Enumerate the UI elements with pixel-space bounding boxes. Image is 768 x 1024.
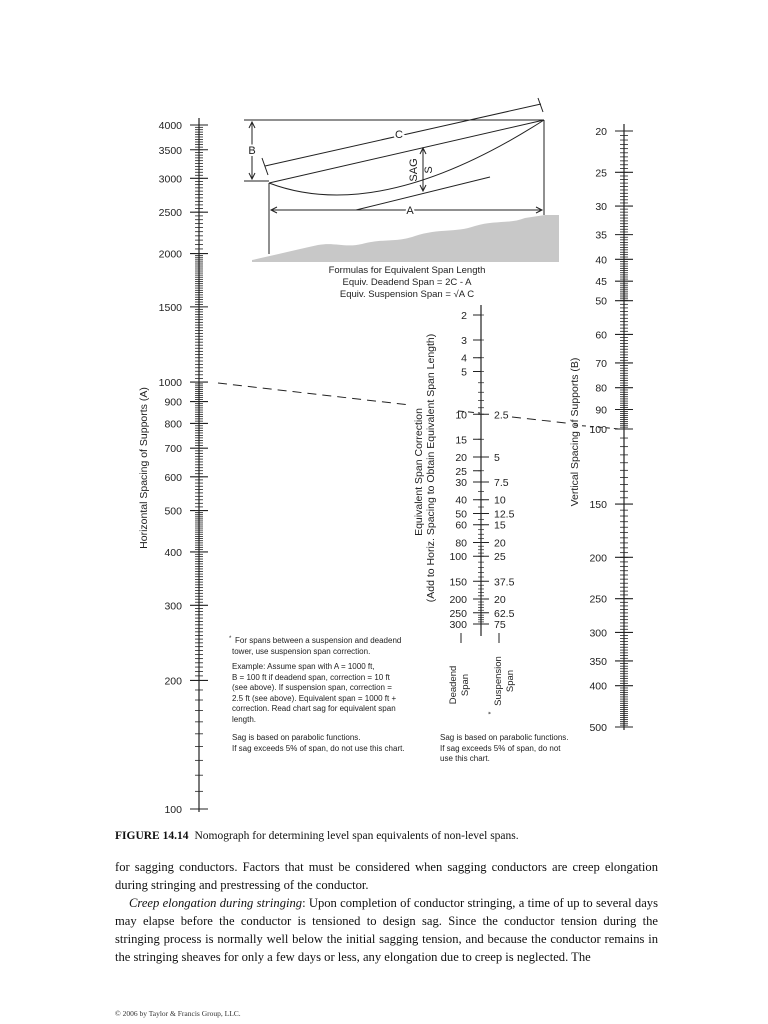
right-tick-label: 20	[595, 126, 607, 138]
left-tick-label: 2500	[158, 207, 182, 220]
deadend-tick-label: 100	[449, 551, 467, 564]
deadend-tick-label: 4	[461, 352, 467, 365]
left-tick-label: 100	[164, 804, 182, 816]
right-tick-label: 50	[595, 295, 607, 308]
note-line	[232, 725, 432, 733]
left-tick-label: 900	[164, 396, 182, 409]
left-tick-label: 500	[164, 505, 182, 518]
suspension-tick-label: 20	[494, 593, 506, 606]
left-tick-label: 800	[164, 418, 182, 431]
c-dimension	[265, 104, 541, 166]
left-tick-label: 4000	[158, 120, 182, 132]
deadend-tick-label: 60	[455, 519, 467, 532]
left-tick-label: 300	[164, 600, 182, 613]
suspension-tick-label: 7.5	[494, 477, 509, 490]
deadend-tick-label: 30	[455, 477, 467, 490]
example-line-left	[218, 383, 410, 405]
suspension-tick-label: 25	[494, 551, 506, 564]
suspension-footer-line2: Span	[505, 669, 516, 693]
note-mark: *	[229, 636, 232, 642]
right-tick-label: 150	[589, 499, 607, 512]
suspension-tick-label: 37.5	[494, 576, 515, 589]
left-tick-label: 400	[164, 546, 182, 559]
suspension-tick-label: 20	[494, 537, 506, 550]
suspension-tick-label: 5	[494, 451, 500, 464]
left-tick-label: 700	[164, 443, 182, 456]
sag-note	[440, 733, 600, 765]
deadend-tick-label: 40	[455, 494, 467, 507]
span-diagram	[244, 98, 559, 262]
note-line: B = 100 ft if deadend span, correction = 10 ft	[232, 672, 390, 682]
right-tick-label: 250	[589, 593, 607, 606]
left-tick-label: 1500	[158, 301, 182, 314]
suspension-tick-label: 2.5	[494, 409, 509, 422]
formula-deadend: Equiv. Deadend Span = 2C - A	[342, 277, 472, 288]
suspension-tick-label: 15	[494, 519, 506, 532]
chord-line	[269, 120, 544, 183]
deadend-tick-label: 250	[449, 607, 467, 620]
conductor-curve	[269, 120, 544, 195]
right-axis-tick-labels	[589, 126, 607, 734]
middle-axis-title-1: Equivalent Span Correction	[413, 408, 425, 536]
middle-axis-title-2: (Add to Horiz. Spacing to Obtain Equivalent Span Length)	[425, 333, 437, 603]
deadend-tick-label: 150	[449, 576, 467, 589]
diagram-label-c: C	[395, 129, 403, 141]
note-line: length.	[232, 714, 257, 724]
deadend-tick-label: 20	[455, 451, 467, 464]
deadend-tick-label: 80	[455, 537, 467, 550]
suspension-tick-label: 62.5	[494, 607, 515, 620]
deadend-tick-label: 10	[455, 409, 467, 422]
left-axis-title: Horizontal Spacing of Supports (A)	[138, 387, 150, 549]
formulas	[329, 265, 486, 300]
figure-label: FIGURE 14.14	[115, 830, 189, 842]
formula-title: Formulas for Equivalent Span Length	[328, 265, 486, 276]
left-tick-label: 200	[164, 675, 182, 688]
formula-suspension: Equiv. Suspension Span = √A C	[339, 289, 475, 300]
ground-profile	[252, 215, 559, 262]
right-tick-label: 350	[589, 655, 607, 668]
right-tick-label: 25	[595, 167, 607, 180]
diagram-label-sag: SAG	[408, 158, 420, 182]
right-tick-label: 60	[595, 329, 607, 342]
note-line: Example: Assume span with A = 1000 ft,	[232, 662, 375, 671]
deadend-tick-label: 300	[449, 619, 467, 631]
right-tick-label: 70	[595, 357, 607, 370]
right-tick-label: 200	[589, 552, 607, 565]
diagram-label-s: S	[423, 166, 435, 174]
suspension-tick-label: 12.5	[494, 508, 515, 521]
right-tick-label: 45	[595, 276, 607, 289]
deadend-tick-label: 5	[461, 366, 467, 379]
deadend-tick-label: 3	[461, 335, 467, 348]
left-tick-label: 3000	[158, 173, 182, 186]
copyright: © 2006 by Taylor & Francis Group, LLC.	[115, 1009, 241, 1018]
deadend-footer-line2: Span	[460, 673, 471, 697]
right-tick-label: 90	[595, 404, 607, 417]
example-line-right	[512, 417, 566, 423]
note-line: 2.5 ft (see above). Equivalent span = 1000 ft +	[232, 693, 397, 703]
left-tick-label: 2000	[158, 248, 182, 261]
note-line: correction. Read chart sag for equivalent span	[232, 704, 396, 713]
note-line: Sag is based on parabolic functions.	[232, 733, 361, 742]
deadend-tick-label: 25	[455, 465, 467, 478]
diagram-label-b: B	[248, 145, 256, 157]
paragraph: for sagging conductors. Factors that must be considered when sagging conductors are creep elongation during stringing and prestressing of the conductor.	[115, 860, 658, 892]
deadend-tick-label: 200	[449, 593, 467, 606]
paragraph-text: : Upon completion of conductor stringing, a time of up to several days may elapse before the conductor is tensioned to design sag. Since the conductor tension during the stringing process is normally well below the initial sagging tension, and because the conductor remains in the stringing sheaves for only a few days or less, any elongation due to creep is neglected. The	[115, 896, 658, 964]
body-text	[115, 858, 658, 966]
note-line: For spans between a suspension and deadend	[235, 636, 402, 645]
right-tick-label: 400	[589, 680, 607, 693]
suspension-footer-line1: Suspension	[493, 656, 504, 706]
right-tick-label: 300	[589, 627, 607, 640]
paragraph-title: Creep elongation during stringing	[129, 896, 303, 910]
deadend-tick-label: 50	[455, 508, 467, 521]
c-tick-left	[262, 158, 268, 175]
right-tick-label: 30	[595, 201, 607, 214]
left-axis-tick-labels	[159, 120, 183, 816]
deadend-tick-label: 15	[455, 434, 467, 447]
left-tick-label: 1000	[158, 377, 182, 390]
deadend-footer-line1: Deadend	[448, 665, 459, 705]
suspension-tick-label: 10	[494, 494, 506, 507]
suspension-footer-mark: *	[488, 711, 495, 715]
note-line: Sag is based on parabolic functions.	[440, 733, 569, 742]
example-note	[229, 636, 432, 754]
diagram-label-a: A	[406, 205, 414, 217]
left-tick-label: 3500	[158, 144, 182, 157]
note-line: If sag exceeds 5% of span, do not use this chart.	[232, 743, 405, 753]
right-tick-label: 80	[595, 382, 607, 395]
right-tick-label: 35	[595, 229, 607, 242]
note-line: (see above). If suspension span, correction =	[232, 683, 392, 692]
note-line: tower, use suspension span correction.	[232, 646, 371, 656]
paragraph	[115, 894, 658, 966]
suspension-tick-label: 75	[494, 619, 506, 631]
right-tick-label: 500	[589, 722, 607, 734]
right-tick-label: 100	[589, 424, 607, 436]
right-axis-title: Vertical Spacing of Supports (B)	[569, 357, 581, 507]
note-line: use this chart.	[440, 754, 490, 763]
note-line: If sag exceeds 5% of span, do not	[440, 743, 561, 753]
deadend-tick-label: 2	[461, 310, 467, 322]
figure-caption-text: Nomograph for determining level span equivalents of non-level spans.	[194, 830, 519, 842]
figure-caption	[115, 830, 675, 842]
right-tick-label: 40	[595, 254, 607, 267]
left-tick-label: 600	[164, 471, 182, 484]
